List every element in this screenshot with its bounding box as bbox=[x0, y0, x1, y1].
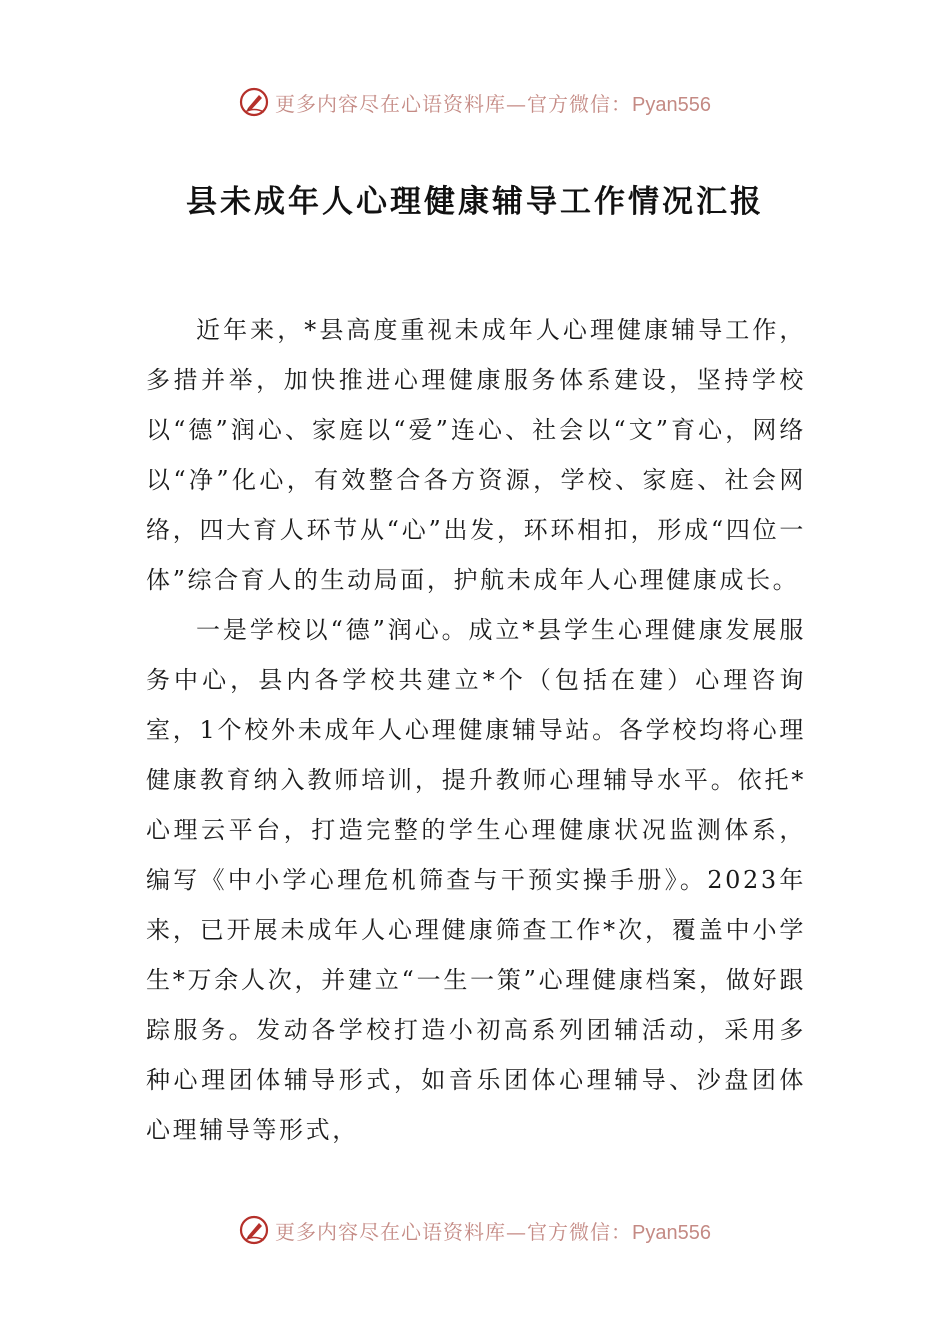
header-watermark bbox=[0, 82, 950, 122]
paragraph-intro: 近年来，*县高度重视未成年人心理健康辅导工作，多措并举，加快推进心理健康服务体系建设，坚持学校以“德”润心、家庭以“爱”连心、社会以“文”育心，网络以“净”化心，有效整合各方资源，学校、家庭、社会网络，四大育人环节从“心”出发，环环相扣，形成“四位一体”综合育人的生动局面，护航未成年人心理健康成长。 bbox=[146, 316, 806, 594]
watermark-text: 更多内容尽在心语资料库—官方微信：Pyan556 bbox=[275, 91, 711, 116]
pen-logo-icon bbox=[239, 1215, 269, 1245]
paragraph-school: 一是学校以“德”润心。成立*县学生心理健康发展服务中心，县内各学校共建立*个（包括在建）心理咨询室，1个校外未成年人心理健康辅导站。各学校均将心理健康教育纳入教师培训，提升教师心理辅导水平。依托*心理云平台，打造完整的学生心理健康状况监测体系，编写《中小学心理危机筛查与干预实操手册》。2023年来，已开展未成年人心理健康筛查工作*次，覆盖中小学生*万余人次，并建立“一生一策”心理健康档案，做好跟踪服务。发动各学校打造小初高系列团辅活动，采用多种心理团体辅导形式，如音乐团体心理辅导、沙盘团体心理辅导等形式， bbox=[146, 616, 806, 1144]
document-title: 县未成年人心理健康辅导工作情况汇报 bbox=[186, 184, 764, 220]
watermark-text: 更多内容尽在心语资料库—官方微信：Pyan556 bbox=[275, 1219, 711, 1244]
document-body bbox=[146, 305, 806, 1155]
pen-logo-icon bbox=[239, 87, 269, 117]
footer-watermark bbox=[0, 1210, 950, 1250]
